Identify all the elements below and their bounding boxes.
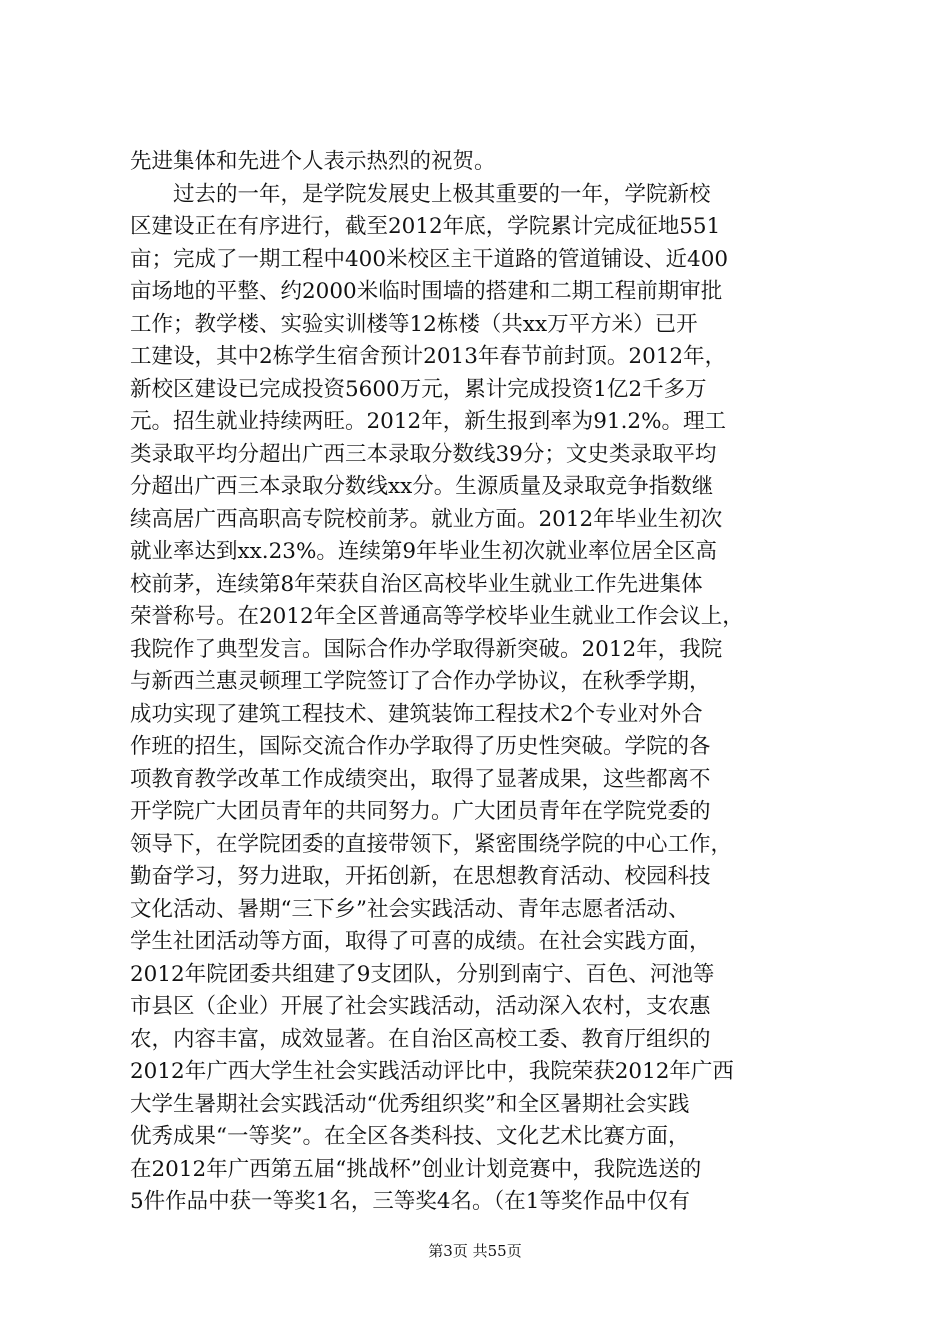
text-line: 开学院广大团员青年的共同努力。广大团员青年在学院党委的 bbox=[130, 799, 711, 824]
text-line: 与新西兰惠灵顿理工学院签订了合作办学协议，在秋季学期， bbox=[130, 669, 711, 694]
text-line: 元。招生就业持续两旺。2012年，新生报到率为91.2%。理工 bbox=[130, 409, 727, 434]
text-line: 农，内容丰富，成效显著。在自治区高校工委、教育厅组织的 bbox=[130, 1026, 711, 1052]
text-line: 先进集体和先进个人表示热烈的祝贺。 bbox=[130, 149, 496, 174]
text-line: 勤奋学习，努力进取，开拓创新，在思想教育活动、校园科技 bbox=[130, 864, 711, 889]
text-line: 2012年广西大学生社会实践活动评比中，我院荣获2012年广西 bbox=[130, 1059, 734, 1084]
text-line: 文化活动、暑期“三下乡”社会实践活动、青年志愿者活动、 bbox=[130, 896, 690, 922]
text-line: 就业率达到xx.23%。连续第9年毕业生初次就业率位居全区高 bbox=[130, 539, 718, 564]
text-line: 新校区建设已完成投资5600万元，累计完成投资1亿2千多万 bbox=[130, 376, 707, 402]
text-line: 工建设，其中2栋学生宿舍预计2013年春节前封顶。2012年， bbox=[130, 344, 727, 369]
text-line: 优秀成果“一等奖”。在全区各类科技、文化艺术比赛方面， bbox=[130, 1124, 690, 1149]
text-line: 在2012年广西第五届“挑战杯”创业计划竞赛中，我院选送的 bbox=[130, 1156, 702, 1182]
text-line: 2012年院团委共组建了9支团队，分别到南宁、百色、河池等 bbox=[130, 961, 715, 987]
text-line: 分超出广西三本录取分数线xx分。生源质量及录取竞争指数继 bbox=[130, 474, 714, 499]
page-number-label: 第3页 共55页 bbox=[428, 1242, 522, 1260]
text-line: 亩场地的平整、约2000米临时围墙的搭建和二期工程前期审批 bbox=[130, 279, 723, 304]
text-line: 学生社团活动等方面，取得了可喜的成绩。在社会实践方面， bbox=[130, 929, 711, 954]
text-line: 项教育教学改革工作成绩突出，取得了显著成果，这些都离不 bbox=[130, 766, 711, 792]
page-footer bbox=[0, 1241, 950, 1261]
text-line: 亩；完成了一期工程中400米校区主干道路的管道铺设、近400 bbox=[130, 246, 729, 272]
text-line: 大学生暑期社会实践活动“优秀组织奖”和全区暑期社会实践 bbox=[130, 1091, 690, 1117]
text-line: 市县区（企业）开展了社会实践活动，活动深入农村，支农惠 bbox=[130, 994, 711, 1019]
text-line: 区建设正在有序进行，截至2012年底，学院累计完成征地551 bbox=[130, 214, 721, 239]
text-line: 续高居广西高职高专院校前茅。就业方面。2012年毕业生初次 bbox=[130, 506, 723, 532]
text-line: 作班的招生，国际交流合作办学取得了历史性突破。学院的各 bbox=[130, 734, 711, 759]
text-line: 5件作品中获一等奖1名，三等奖4名。（在1等奖作品中仅有 bbox=[130, 1189, 690, 1214]
text-line: 校前茅，连续第8年荣获自治区高校毕业生就业工作先进集体 bbox=[130, 571, 703, 597]
text-line: 领导下，在学院团委的直接带领下，紧密围绕学院的中心工作， bbox=[130, 831, 733, 857]
text-line: 类录取平均分超出广西三本录取分数线39分；文史类录取平均 bbox=[130, 441, 717, 467]
text-line: 过去的一年，是学院发展史上极其重要的一年，学院新校 bbox=[130, 181, 711, 207]
text-line: 成功实现了建筑工程技术、建筑装饰工程技术2个专业对外合 bbox=[130, 701, 703, 727]
text-line: 荣誉称号。在2012年全区普通高等学校毕业生就业工作会议上， bbox=[130, 604, 744, 629]
body-text bbox=[130, 146, 830, 1219]
text-line: 我院作了典型发言。国际合作办学取得新突破。2012年，我院 bbox=[130, 636, 723, 662]
text-line: 工作；教学楼、实验实训楼等12栋楼（共xx万平方米）已开 bbox=[130, 311, 698, 337]
